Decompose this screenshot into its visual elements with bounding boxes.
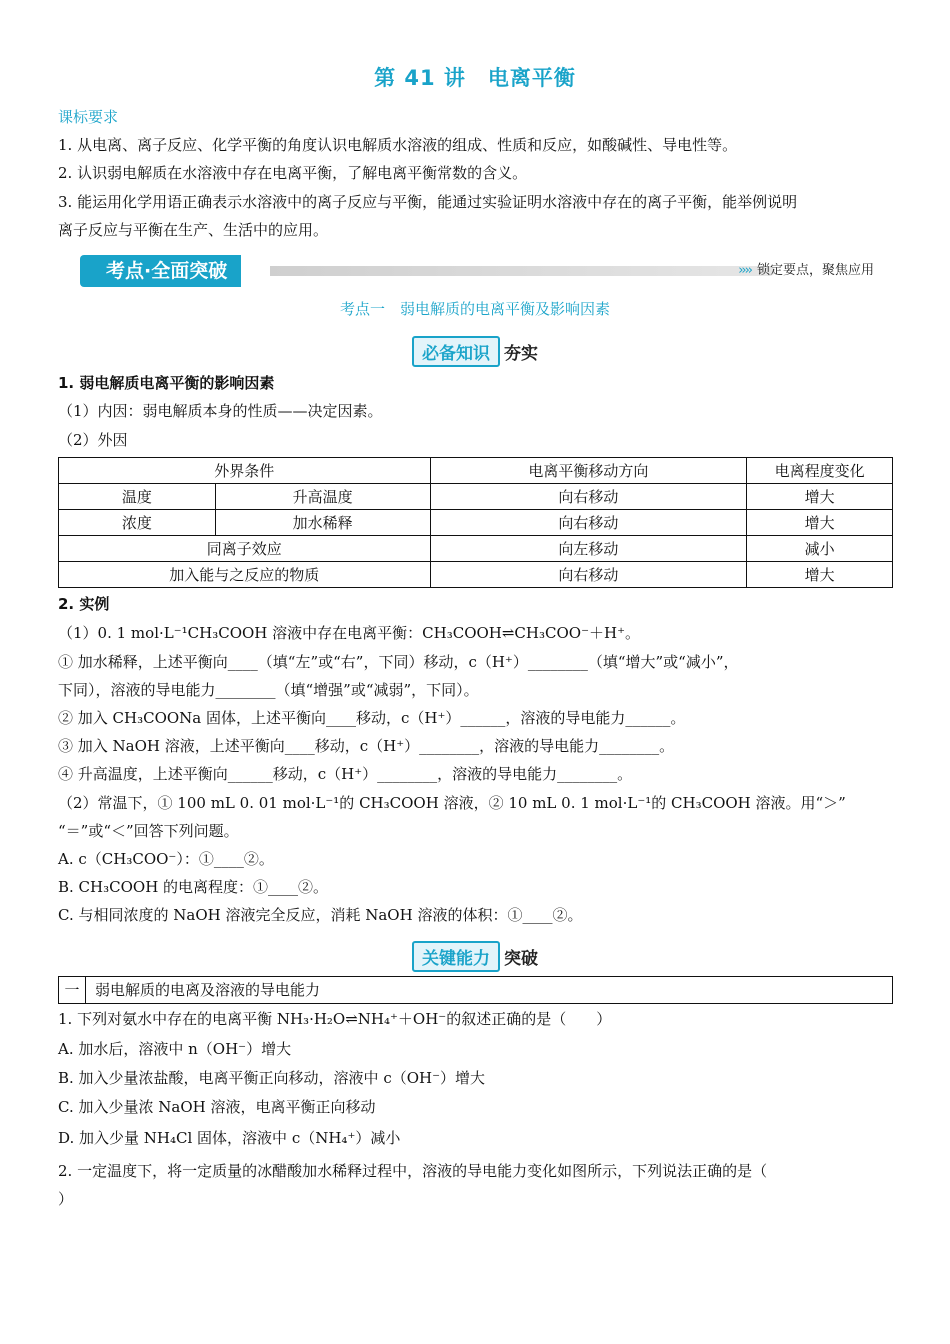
table-cell: 减小 — [747, 536, 893, 562]
requirements-label: 课标要求 — [58, 108, 119, 126]
question-option: B. 加入少量浓盐酸，电离平衡正向移动，溶液中 c（OH⁻）增大 — [58, 1069, 486, 1087]
question-option: A. 加水后，溶液中 n（OH⁻）增大 — [58, 1040, 292, 1058]
table-cell: 浓度 — [59, 510, 216, 536]
table-row — [59, 510, 893, 536]
part1-external: （2）外因 — [58, 431, 128, 449]
table-header: 电离程度变化 — [747, 458, 893, 484]
subsection-title: 考点一 弱电解质的电离平衡及影响因素 — [339, 300, 610, 318]
question-line: 1. 下列对氨水中存在的电离平衡 NH₃·H₂O⇌NH₄⁺＋OH⁻的叙述正确的是（ ） — [58, 1010, 612, 1028]
page-title: 第 41 讲 电离平衡 — [374, 66, 576, 90]
table-cell: 增大 — [747, 562, 893, 588]
part1-heading: 1. 弱电解质电离平衡的影响因素 — [58, 374, 275, 392]
example-line: “＝”或“＜”回答下列问题。 — [58, 822, 239, 840]
requirement-item: 2. 认识弱电解质在水溶液中存在电离平衡，了解电离平衡常数的含义。 — [58, 164, 528, 182]
requirement-item: 离子反应与平衡在生产、生活中的应用。 — [58, 221, 329, 239]
badge-plain-label: 突破 — [504, 949, 538, 969]
table-header: 外界条件 — [59, 458, 431, 484]
topic-number: 一 — [59, 977, 86, 1003]
topic-box — [58, 976, 893, 1004]
badge-ability — [0, 941, 950, 972]
example-line: （1）0. 1 mol·L⁻¹CH₃COOH 溶液中存在电离平衡：CH₃COOH⇌CH₃COO⁻＋H⁺。 — [58, 624, 640, 642]
banner-right-text: 锁定要点，聚焦应用 — [756, 263, 874, 278]
example-line: （2）常温下，① 100 mL 0. 01 mol·L⁻¹的 CH₃COOH 溶液，② 10 mL 0. 1 mol·L⁻¹的 CH₃COOH 溶液。用“＞” — [58, 794, 846, 812]
banner-bar — [270, 266, 775, 276]
table-cell: 向右移动 — [430, 484, 747, 510]
part1-internal: （1）内因：弱电解质本身的性质——决定因素。 — [58, 402, 383, 420]
badge-blue-label: 关键能力 — [412, 941, 500, 972]
table-header: 电离平衡移动方向 — [430, 458, 747, 484]
table-cell: 增大 — [747, 510, 893, 536]
question-option: D. 加入少量 NH₄Cl 固体，溶液中 c（NH₄⁺）减小 — [58, 1129, 401, 1147]
table-cell: 温度 — [59, 484, 216, 510]
example-line: ④ 升高温度，上述平衡向______移动，c（H⁺）________，溶液的导电能力________。 — [58, 765, 633, 783]
banner-tag: 考点·全面突破 — [80, 255, 241, 287]
question-option: C. 加入少量浓 NaOH 溶液，电离平衡正向移动 — [58, 1098, 376, 1116]
topic-text: 弱电解质的电离及溶液的导电能力 — [95, 981, 321, 999]
question-line: ） — [58, 1190, 74, 1208]
badge-plain-label: 夯实 — [504, 344, 538, 364]
banner-right — [738, 255, 874, 287]
badge-blue-label: 必备知识 — [412, 336, 500, 367]
example-line: B. CH₃COOH 的电离程度：①____②。 — [58, 878, 329, 896]
table-cell: 向右移动 — [430, 510, 747, 536]
question-line: 2. 一定温度下，将一定质量的冰醋酸加水稀释过程中，溶液的导电能力变化如图所示，下列说法正确的是（ — [58, 1162, 768, 1180]
requirement-item: 3. 能运用化学用语正确表示水溶液中的离子反应与平衡，能通过实验证明水溶液中存在的离子平衡，能举例说明 — [58, 193, 798, 211]
table-cell: 向右移动 — [430, 562, 747, 588]
table-row — [59, 536, 893, 562]
part2-heading: 2. 实例 — [58, 595, 110, 613]
requirement-item: 1. 从电离、离子反应、化学平衡的角度认识电解质水溶液的组成、性质和反应，如酸碱性、导电性等。 — [58, 136, 738, 154]
table-header-row — [59, 458, 893, 484]
factors-table — [58, 457, 893, 588]
section-banner — [80, 255, 880, 287]
table-row — [59, 562, 893, 588]
chevrons-icon: ›››› — [738, 263, 751, 278]
example-line: ② 加入 CH₃COONa 固体，上述平衡向____移动，c（H⁺）______，溶液的导电能力______。 — [58, 709, 686, 727]
table-cell: 向左移动 — [430, 536, 747, 562]
table-cell: 升高温度 — [215, 484, 430, 510]
example-line: ③ 加入 NaOH 溶液，上述平衡向____移动，c（H⁺）________，溶液的导电能力________。 — [58, 737, 675, 755]
table-row — [59, 484, 893, 510]
table-cell: 增大 — [747, 484, 893, 510]
table-cell: 加水稀释 — [215, 510, 430, 536]
badge-knowledge — [0, 336, 950, 367]
example-line: C. 与相同浓度的 NaOH 溶液完全反应，消耗 NaOH 溶液的体积：①____②。 — [58, 906, 583, 924]
example-line: ① 加水稀释，上述平衡向____（填“左”或“右”，下同）移动，c（H⁺）________（填“增大”或“减小”， — [58, 653, 739, 671]
table-cell: 加入能与之反应的物质 — [59, 562, 431, 588]
example-line: 下同），溶液的导电能力________（填“增强”或“减弱”，下同）。 — [58, 681, 479, 699]
table-cell: 同离子效应 — [59, 536, 431, 562]
example-line: A. c（CH₃COO⁻）：①____②。 — [58, 850, 274, 868]
